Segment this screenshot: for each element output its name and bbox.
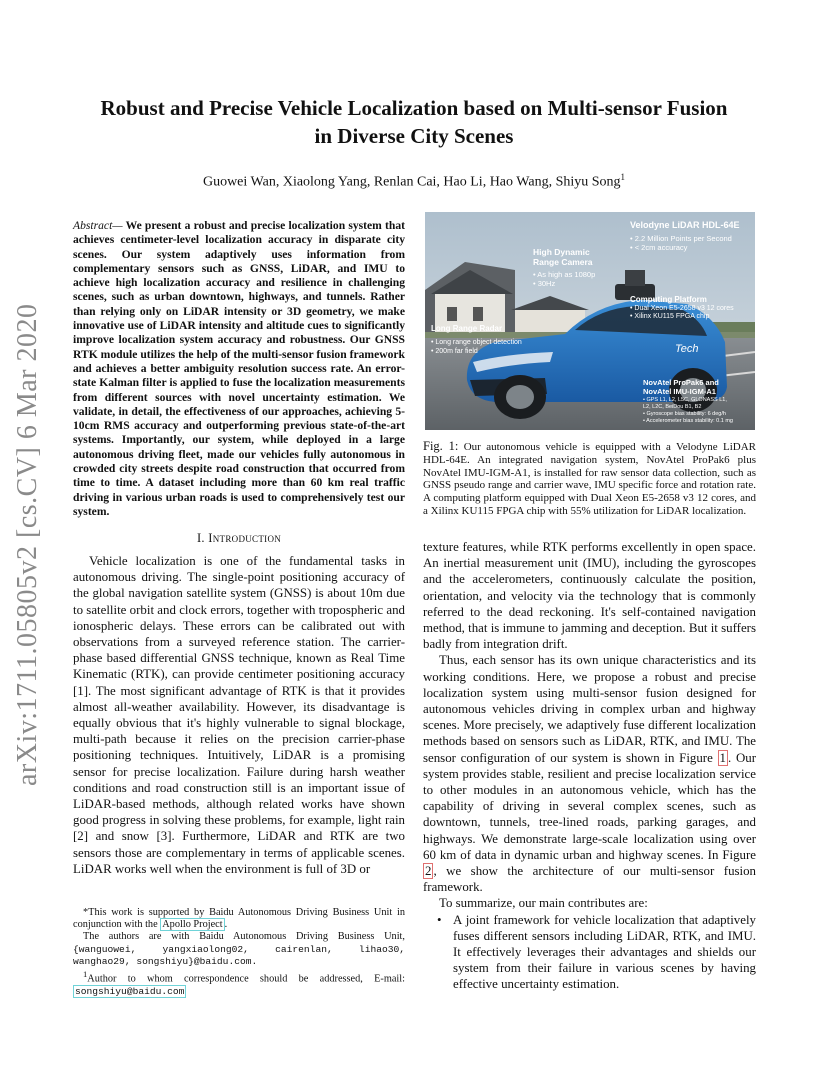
contribution-bullet-1-text: A joint framework for vehicle localization that adaptively fuses different sensors including LiDAR, RTK, and IMU. It effectively leverages their advantages and shields our system from their failure in various scenes by having effective uncertainty estimation. bbox=[453, 912, 756, 992]
caption-label: Fig. 1: bbox=[423, 439, 459, 453]
footnote-funding bbox=[73, 907, 405, 931]
novatel-bullet-1: • GPS L1, L2, L5C, GLONASS L1, bbox=[643, 397, 727, 403]
radar-label: Long Range Radar bbox=[431, 324, 503, 333]
novatel-bullet-3: • Gyroscope bias stability: 6 deg/h bbox=[643, 411, 726, 417]
correspondence-text: Author to whom correspondence should be addressed, E-mail: bbox=[87, 973, 405, 985]
contribution-bullet-1 bbox=[423, 912, 756, 993]
abstract-body: We present a robust and precise localization system that achieves centimeter-level localization accuracy in disparate city scenes. Our system adaptively uses information from complementary sensors such as GNSS, LiDAR, and IMU to achieve high localization accuracy and resilience in challenging scenes, such as urban downtown, highways, and tunnels. Rather than relying only on LiDAR intensity or 3D geometry, we make innovative use of LiDAR intensity and altitude cues to significantly improve localization system accuracy and robustness. Our GNSS RTK module utilizes the help of the multi-sensor fusion framework and achieves a better ambiguity resolution success rate. An error-state Kalman filter is applied to fuse the localization measurements from different sources with novel uncertainty estimation. We validate, in detail, the effectiveness of our approaches, achieving 5-10cm RMS accuracy and outperforming previous state-of-the-art systems. Importantly, our system, while deployed in a large autonomous driving fleet, made our vehicles fully autonomous in crowded city streets despite road construction that occurred from time to time. A dataset including more than 60 km real traffic driving in various urban roads is used to comprehensively test our system. bbox=[73, 219, 405, 518]
abstract-lead: Abstract— bbox=[73, 219, 123, 232]
abstract bbox=[73, 219, 405, 519]
right-paragraph-1: texture features, while RTK performs excellently in open space. An inertial measurement unit (IMU), including the gyroscopes and the accelerometers, continuously calculate the position, orientation, and velocity via the technology that is commonly referred to the dead reckoning. It's self-contained navigation method, that is immune to jamming and deception. But it suffers badly from integration drift. bbox=[423, 540, 756, 652]
title-line-2: in Diverse City Scenes bbox=[314, 124, 514, 148]
radar-bullet-2: • 200m far field bbox=[431, 348, 478, 355]
lidar-bullet-2: • < 2cm accuracy bbox=[630, 243, 688, 252]
footnote-affiliation-text: The authors are with Baidu Autonomous Driving Business Unit, bbox=[83, 931, 405, 943]
footnote-correspondence bbox=[73, 968, 405, 998]
figure-2-reference-link[interactable]: 2 bbox=[425, 864, 432, 879]
right-paragraph-2-part-c: , we show the architecture of our multi-sensor fusion framework. bbox=[423, 864, 756, 895]
title-line-1: Robust and Precise Vehicle Localization based on Multi-sensor Fusion bbox=[100, 96, 728, 120]
footnote-affiliation bbox=[73, 931, 405, 968]
svg-text:Tech: Tech bbox=[675, 343, 699, 355]
apollo-project-link[interactable]: Apollo Project bbox=[162, 919, 223, 931]
figure-1-reference-link[interactable]: 1 bbox=[719, 750, 726, 765]
paper-title bbox=[60, 94, 768, 150]
figure-1-caption bbox=[423, 440, 756, 518]
section-number: I. bbox=[196, 531, 205, 545]
right-paragraph-2-part-a: Thus, each sensor has its own unique characteristics and its working conditions. Here, we propose a robust and precise localization system using multi-sensor fusion designed for autonomous vehicles driving in complex urban and highway scenes. More precisely, we adaptively fuse different localization methods based on sensors such as LiDAR, RTK, and IMU. The sensor configuration of our system is shown in Figure bbox=[423, 653, 756, 765]
novatel-label-1: NovAtel ProPak6 and bbox=[643, 378, 719, 387]
abstract-lead-text: Abstract bbox=[73, 219, 113, 232]
section-heading-introduction bbox=[73, 531, 405, 546]
correspondence-mark: 1 bbox=[83, 969, 88, 980]
novatel-label-2: NovAtel IMU-IGM-A1 bbox=[643, 387, 716, 396]
author-footnote-mark: 1 bbox=[620, 172, 626, 182]
arxiv-identifier: arXiv:1711.05805v2 [cs.CV] 6 Mar 2020 bbox=[12, 303, 43, 786]
caption-text: Our autonomous vehicle is equipped with a Velodyne LiDAR HDL-64E. An integrated navigation system, NovAtel ProPak6 plus NovAtel IMU-IGM-A1, is installed for raw sensor data collection, such as GNSS pseudo range and carrier wave, IMU specific force and rotation rate. A computing platform equipped with Dual Xeon E5-2658 v3 12 cores, and a Xilinx KU115 FPGA chip with 55% utilization for LiDAR localization. bbox=[423, 441, 757, 517]
authors-text: Guowei Wan, Xiaolong Yang, Renlan Cai, Hao Li, Hao Wang, Shiyu Song bbox=[202, 174, 621, 190]
footnotes bbox=[73, 907, 405, 998]
right-paragraph-3: To summarize, our main contributes are: bbox=[439, 896, 648, 911]
camera-label-1: High Dynamic bbox=[533, 247, 590, 257]
computing-label: Computing Platform bbox=[630, 295, 707, 304]
computing-bullet-1: • Dual Xeon E5-2658 v3 12 cores bbox=[630, 305, 734, 312]
figure-1-vehicle-photo bbox=[425, 212, 755, 430]
footnote-funding-text: *This work is supported by Baidu Autonomous Driving Business Unit in conjunction with the bbox=[73, 907, 405, 931]
lidar-label: Velodyne LiDAR HDL-64E bbox=[630, 220, 740, 230]
computing-bullet-2: • Xilinx KU115 FPGA chip bbox=[630, 313, 710, 320]
camera-bullet-1: • As high as 1080p bbox=[533, 270, 596, 279]
right-paragraph-2-part-b: . Our system provides stable, resilient and precise localization service to other modules in an autonomous vehicle, which has the capability of driving in several complex scenes, such as downtown, tunnels, tree-lined roads, parking garages, and highways. We demonstrate large-scale localization using over 60 km of data in dynamic urban and highway scenes. In Figure bbox=[423, 750, 756, 862]
right-paragraph-2 bbox=[423, 652, 756, 895]
camera-bullet-2: • 30Hz bbox=[533, 279, 556, 288]
novatel-bullet-2: L2, L2C, BeiDou B1, B2 bbox=[643, 404, 702, 410]
intro-paragraph-1: Vehicle localization is one of the fundamental tasks in autonomous driving. The single-point positioning accuracy of the global navigation satellite system (GNSS) is about 10m due to satellite orbit and clock errors, together with tropospheric and ionospheric delays. These errors can be calibrated out with observations from a surveyed reference station. The carrier-phase based differential GNSS technique, known as Real Time Kinematic (RTK), can provide centimeter positioning accuracy [1]. The most significant advantage of RTK is that it provides almost all-weather availability. However, its disadvantage is equally obvious that it's highly vulnerable to signal blockage, multi-path because it relies on the precision carrier-phase positioning techniques. Intuitively, LiDAR is a promising sensor for precise localization. Failure during harsh weather conditions and road construction still is an important issue of LiDAR-based methods, although related works have shown good progress in solving these problems, for example, light rain [2] and snow [3]. Furthermore, LiDAR and RTK are two sensors those are complementary in terms of applicable scenes. LiDAR works well when the environment is full of 3D or bbox=[73, 554, 405, 876]
section-title: Introduction bbox=[208, 531, 282, 545]
author-list bbox=[60, 172, 768, 191]
right-column-body bbox=[423, 539, 756, 993]
novatel-bullet-4: • Accelerometer bias stability: 0.1 mg bbox=[643, 418, 733, 424]
lidar-bullet-1: • 2.2 Million Points per Second bbox=[630, 234, 732, 243]
author-emails: {wanguowei, yangxiaolong02, cairenlan, lihao30, wanghao29, songshiyu}@baidu.com. bbox=[73, 943, 405, 967]
radar-bullet-1: • Long range object detection bbox=[431, 339, 522, 346]
footnote-funding-end: . bbox=[224, 919, 228, 931]
bullet-dot: • bbox=[437, 912, 442, 927]
camera-label-2: Range Camera bbox=[533, 257, 593, 267]
correspondence-email-link[interactable]: songshiyu@baidu.com bbox=[75, 985, 185, 997]
